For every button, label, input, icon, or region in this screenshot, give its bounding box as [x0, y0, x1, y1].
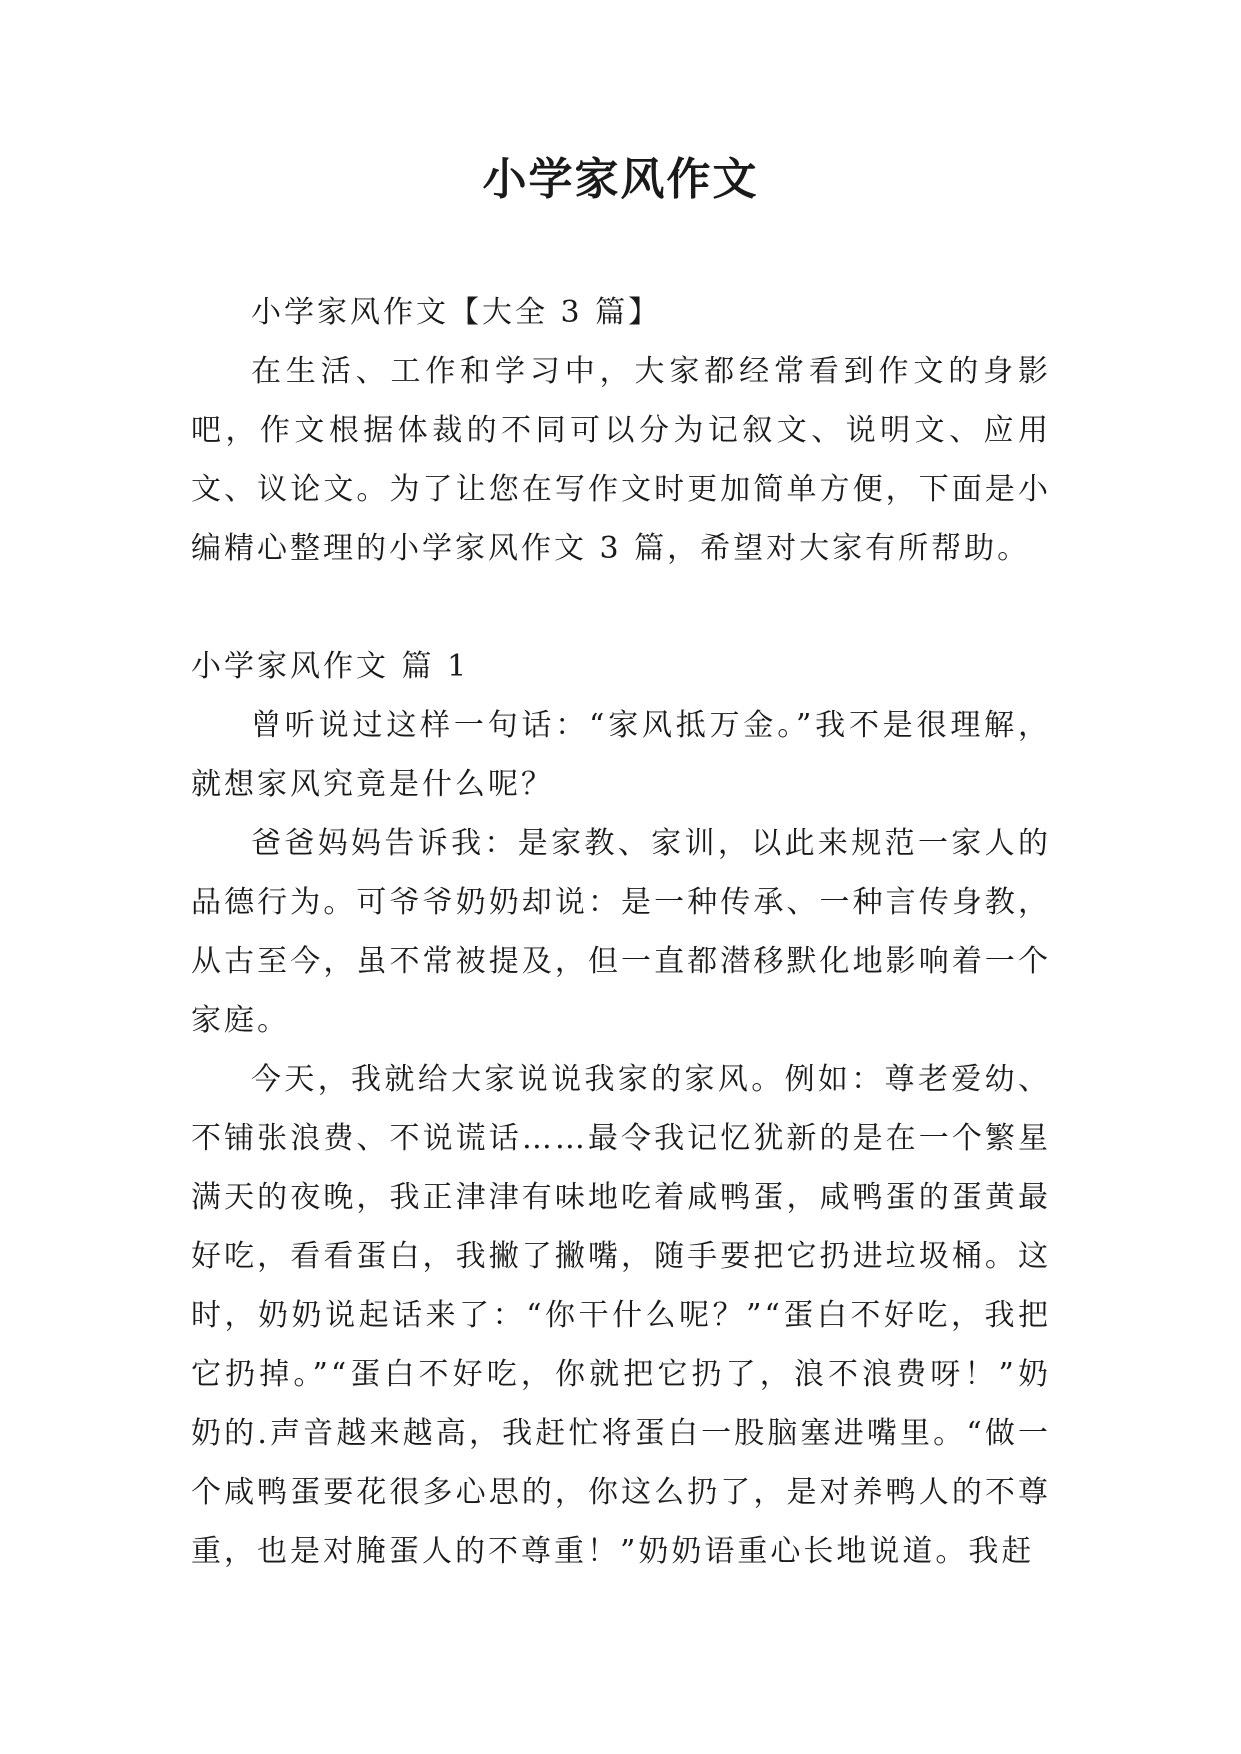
body-paragraph: 曾听说过这样一句话：“家风抵万金。”我不是很理解，就想家风究竟是什么呢？: [191, 708, 1051, 802]
document-body: [191, 283, 1051, 1581]
page-title: 小学家风作文: [482, 154, 759, 205]
intro-paragraph: 在生活、工作和学习中，大家都经常看到作文的身影吧，作文根据体裁的不同可以分为记叙文、说明文、应用文、议论文。为了让您在写作文时更加简单方便，下面是小编精心整理的小学家风作文 3 篇，希望对大家有所帮助。: [191, 354, 1051, 566]
section-heading: 小学家风作文 篇 1: [191, 649, 470, 684]
document-subtitle: 小学家风作文【大全 3 篇】: [251, 295, 662, 330]
body-paragraph: 今天，我就给大家说说我家的家风。例如：尊老爱幼、不铺张浪费、不说谎话……最令我记忆犹新的是在一个繁星满天的夜晚，我正津津有味地吃着咸鸭蛋，咸鸭蛋的蛋黄最好吃，看看蛋白，我撇了撇嘴，随手要把它扔进垃圾桶。这时，奶奶说起话来了：“你干什么呢？”“蛋白不好吃，我把它扔掉。”“蛋白不好吃，你就把它扔了，浪不浪费呀！”奶奶的.声音越来越高，我赶忙将蛋白一股脑塞进嘴里。“做一个咸鸭蛋要花很多心思的，你这么扔了，是对养鸭人的不尊重，也是对腌蛋人的不尊重！”奶奶语重心长地说道。我赶: [191, 1062, 1051, 1569]
body-paragraph: 爸爸妈妈告诉我：是家教、家训，以此来规范一家人的品德行为。可爷爷奶奶却说：是一种传承、一种言传身教，从古至今，虽不常被提及，但一直都潜移默化地影响着一个家庭。: [191, 826, 1051, 1038]
